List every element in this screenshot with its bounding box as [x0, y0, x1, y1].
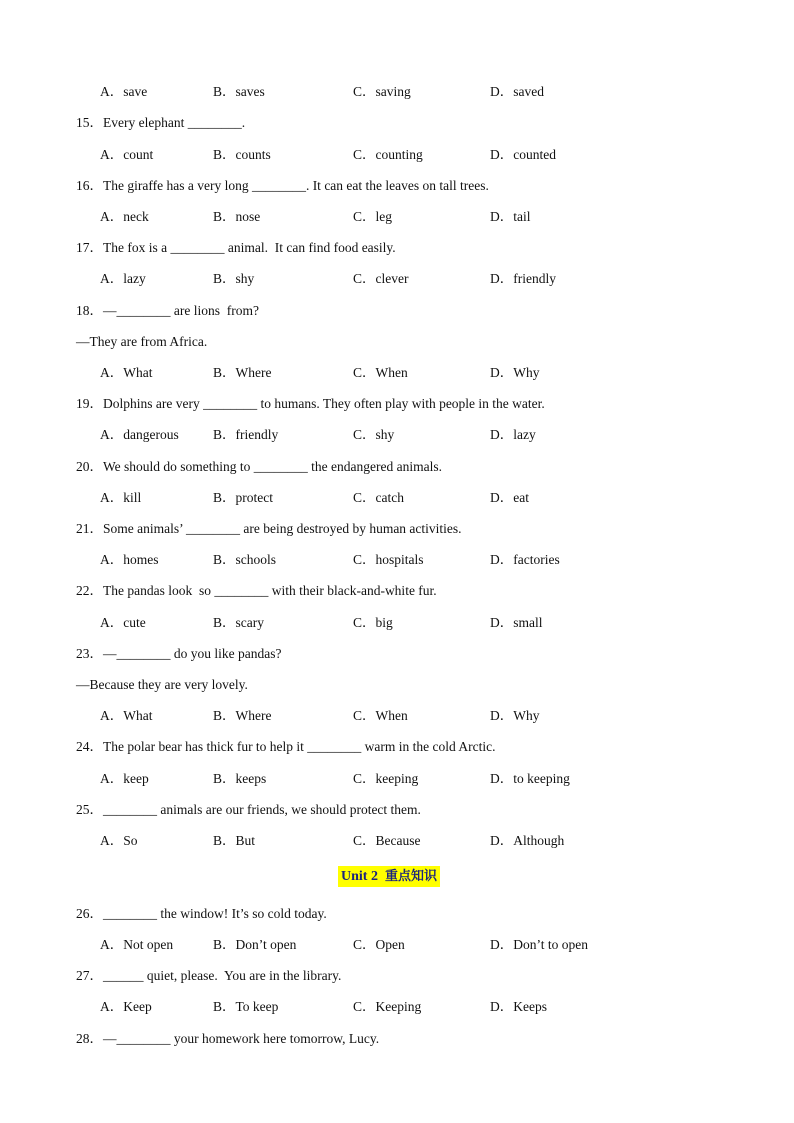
option-c: C．shy: [353, 427, 395, 442]
option-d: D．Keeps: [490, 999, 547, 1014]
option-b: B．shy: [213, 271, 255, 286]
option-d: D．saved: [490, 84, 544, 99]
option-c: C．keeping: [353, 771, 419, 786]
option-b: B．Don’t open: [213, 937, 297, 952]
option-a: A．So: [100, 833, 138, 848]
option-a: A．Not open: [100, 937, 174, 952]
option-a: A．homes: [100, 552, 159, 567]
question-18-stem: 18．—________ are lions from?: [76, 303, 259, 318]
options-row-q17: [100, 271, 700, 287]
option-d: D．friendly: [490, 271, 556, 286]
option-c: C．Open: [353, 937, 405, 952]
options-row-q15: [100, 147, 700, 163]
option-c: C．big: [353, 615, 393, 630]
option-a: A．lazy: [100, 271, 146, 286]
question-22-stem: 22．The pandas look so ________ with their black-and-white fur.: [76, 583, 437, 598]
question-20-stem: 20．We should do something to ________ the endangered animals.: [76, 459, 442, 474]
option-d: D．Why: [490, 365, 540, 380]
question-18-reply: —They are from Africa.: [76, 334, 208, 349]
unit-heading: [338, 866, 440, 887]
option-c: C．When: [353, 708, 408, 723]
option-d: D．Although: [490, 833, 565, 848]
option-c: C．When: [353, 365, 408, 380]
option-c: C．hospitals: [353, 552, 424, 567]
options-row-q22: [100, 615, 700, 631]
option-c: C．leg: [353, 209, 392, 224]
option-d: D．Why: [490, 708, 540, 723]
options-row-q19: [100, 427, 700, 443]
question-27-stem: 27．______ quiet, please. You are in the library.: [76, 968, 342, 983]
option-b: B．saves: [213, 84, 265, 99]
option-a: A．What: [100, 708, 153, 723]
question-23-reply: —Because they are very lovely.: [76, 677, 248, 692]
options-row-q27: [100, 999, 700, 1015]
question-19-stem: 19．Dolphins are very ________ to humans. They often play with people in the water.: [76, 396, 545, 411]
option-d: D．small: [490, 615, 543, 630]
options-row-q24: [100, 771, 700, 787]
option-b: B．Where: [213, 708, 272, 723]
options-row-q20: [100, 490, 700, 506]
option-c: C．saving: [353, 84, 411, 99]
option-b: B．scary: [213, 615, 264, 630]
option-d: D．factories: [490, 552, 560, 567]
options-row-q23: [100, 708, 700, 724]
option-c: C．Because: [353, 833, 421, 848]
option-d: D．tail: [490, 209, 531, 224]
options-row-q26: [100, 937, 700, 953]
option-a: A．kill: [100, 490, 142, 505]
option-c: C．clever: [353, 271, 409, 286]
option-d: D．eat: [490, 490, 529, 505]
option-d: D．Don’t to open: [490, 937, 588, 952]
question-25-stem: 25．________ animals are our friends, we should protect them.: [76, 802, 421, 817]
option-a: A．neck: [100, 209, 149, 224]
question-15-stem: 15．Every elephant ________.: [76, 115, 246, 130]
option-b: B．To keep: [213, 999, 279, 1014]
question-17-stem: 17．The fox is a ________ animal. It can find food easily.: [76, 240, 396, 255]
option-c: C．counting: [353, 147, 423, 162]
option-b: B．keeps: [213, 771, 267, 786]
options-row-q14: [100, 84, 700, 100]
option-b: B．But: [213, 833, 256, 848]
question-23-stem: 23．—________ do you like pandas?: [76, 646, 282, 661]
option-d: D．lazy: [490, 427, 536, 442]
options-row-q25: [100, 833, 700, 849]
option-a: A．keep: [100, 771, 149, 786]
unit-label: Unit 2: [341, 869, 378, 884]
question-24-stem: 24．The polar bear has thick fur to help it ________ warm in the cold Arctic.: [76, 739, 496, 754]
option-d: D．counted: [490, 147, 556, 162]
options-row-q16: [100, 209, 700, 225]
options-row-q18: [100, 365, 700, 381]
option-a: A．dangerous: [100, 427, 179, 442]
option-b: B．counts: [213, 147, 271, 162]
option-a: A．cute: [100, 615, 146, 630]
question-21-stem: 21．Some animals’ ________ are being destroyed by human activities.: [76, 521, 462, 536]
question-16-stem: 16．The giraffe has a very long ________. It can eat the leaves on tall trees.: [76, 178, 489, 193]
option-c: C．Keeping: [353, 999, 422, 1014]
option-b: B．friendly: [213, 427, 279, 442]
option-a: A．What: [100, 365, 153, 380]
option-d: D．to keeping: [490, 771, 570, 786]
options-row-q21: [100, 552, 700, 568]
option-c: C．catch: [353, 490, 404, 505]
option-a: A．count: [100, 147, 154, 162]
option-b: B．nose: [213, 209, 261, 224]
option-b: B．schools: [213, 552, 277, 567]
option-b: B．Where: [213, 365, 272, 380]
question-26-stem: 26．________ the window! It’s so cold today.: [76, 906, 327, 921]
question-28-stem: 28．—________ your homework here tomorrow, Lucy.: [76, 1031, 380, 1046]
option-a: A．Keep: [100, 999, 152, 1014]
unit-title: 重点知识: [384, 869, 437, 884]
option-a: A．save: [100, 84, 148, 99]
option-b: B．protect: [213, 490, 273, 505]
